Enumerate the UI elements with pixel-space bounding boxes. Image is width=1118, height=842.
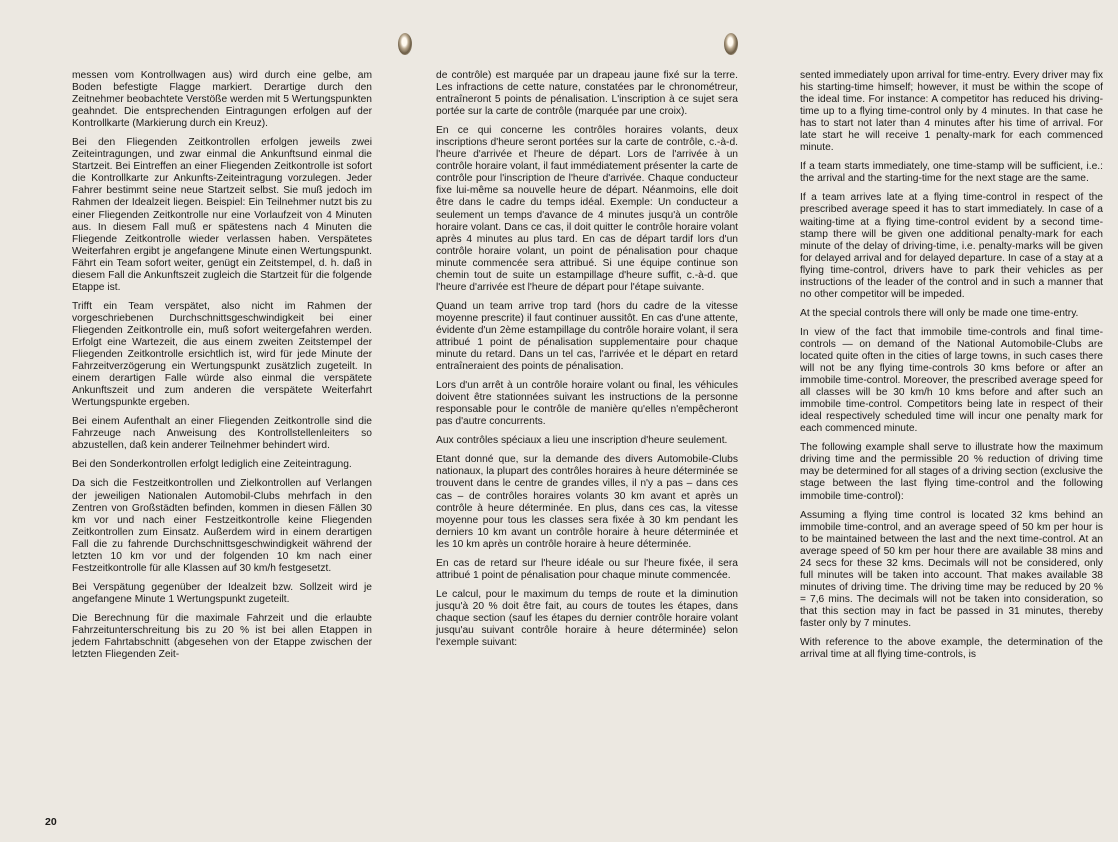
english-paragraph: The following example shall serve to illustrate how the maximum driving time and the permissible 20 % reduction of driving time may be determined for all stages of a driving section (exclusive the stage between the last flying time-control and the following immobile time-control): [800, 442, 1103, 502]
english-paragraph: sented immediately upon arrival for time-entry. Every driver may fix his starting-time himself; however, it must be within the scope of the ideal time. For instance: A competitor has reduced his driving-time up to a flying time-control only by 4 minutes. In that case he has to start not later than 4 minutes after his time of arrival. For late start he will receive 1 penalty-mark for each commenced minute. [800, 70, 1103, 154]
french-column [436, 70, 738, 656]
french-paragraph: Aux contrôles spéciaux a lieu une inscription d'heure seulement. [436, 435, 728, 447]
page-number: 20 [45, 816, 57, 828]
english-paragraph: At the special controls there will only be made one time-entry. [800, 307, 1079, 319]
english-paragraph: If a team starts immediately, one time-stamp will be sufficient, i.e.: the arrival and the starting-time for the next stage are the same. [800, 161, 1103, 185]
french-paragraph: de contrôle) est marquée par un drapeau jaune fixé sur la terre. Les infractions de cette nature, constatées par le chronométreur, entraîneront 5 points de pénalisation. L'inscription à ce sujet sera portée sur la carte de contrôle (marquée par une croix). [436, 70, 738, 118]
french-paragraph: En cas de retard sur l'heure idéale ou sur l'heure fixée, il sera attribué 1 point de pénalisation pour chaque minute commencée. [436, 557, 738, 581]
german-paragraph: Die Berechnung für die maximale Fahrzeit und die erlaubte Fahrzeitunterschreitung bis zu 20 % ist bei allen Etappen in jedem Fahrtabschnitt (abgesehen von der Etappe zwischen der letzten Fliegenden Zeit- [72, 612, 372, 661]
english-paragraph: In view of the fact that immobile time-controls and final time-controls — on demand of the National Automobile-Clubs are located quite often in the cities of large towns, in such cases there will not be any flying time-controls 30 kms before or after an immobile time-control. Moreover, the prescribed average speed for all classes will be 30 km/h 10 kms before and after such an immobile time-control. Competitors being late in respect of their ideal respectively scheduled time will incur one penalty mark for each commenced minute. [800, 326, 1103, 435]
german-paragraph: Bei den Sonderkontrollen erfolgt lediglich eine Zeiteintragung. [72, 459, 352, 471]
binder-hole-right [724, 33, 738, 55]
german-paragraph: Bei Verspätung gegenüber der Idealzeit bzw. Sollzeit wird je angefangene Minute 1 Wertungspunkt zugeteilt. [72, 581, 372, 605]
german-paragraph: Da sich die Festzeitkontrollen und Zielkontrollen auf Verlangen der jeweiligen Nationalen Automobil-Clubs mehrfach in den Zentren von Großstädten befinden, kommen in diesen Fällen 30 km vor und nach einer Festzeitkontrolle keine Fliegenden Zeitkontrollen zum Einsatz. Außerdem wird in einem derartigen Fall die zu fahrende Durchschnittsgeschwindigkeit während der letzten 10 km vor und der folgenden 10 km nach einer Festzeitkontrolle für alle Klassen auf 30 km/h festgesetzt. [72, 478, 372, 574]
french-paragraph: En ce qui concerne les contrôles horaires volants, deux inscriptions d'heure seront portées sur la carte de contrôle, c.-à-d. l'heure d'arrivée et l'heure de départ. Lors de l'arrivée à un contrôle horaire volant, il faut immédiatement présenter la carte de contrôle pour l'inscription de l'heure d'arrivée. Chaque conducteur fixe lui-même sa nouvelle heure de départ. Néanmoins, elle doit être dans le cadre du temps idéal. Exemple: Un conducteur a seulement un temps d'avance de 4 minutes jusqu'à un contrôle horaire volant. Dans ce cas, il doit quitter le contrôle horaire volant après 4 minutes au plus tard. En cas de départ tardif lors d'un contrôle horaire volant, un point de pénalisation pour chaque minute commencée sera attribué. Si une équipe continue son chemin tout de suite un estampillage d'heure suffit, c.-à-d. que l'heure d'arrivée est l'heure de départ pour l'étape suivante. [436, 125, 738, 293]
english-column [800, 70, 1103, 668]
english-paragraph: If a team arrives late at a flying time-control in respect of the prescribed average speed it has to start immediately. In case of a waiting-time at a flying time-control evident by a second time-stamp there will be given one additional penalty-mark for each minute of the delay of driving-time, i.e. penalty-marks will be given for delayed arrival and for delayed departure. In case of a stay at a flying time-control, drivers have to park their vehicles as per instructions of the leader of the control and in such a manner that no other competitor will be impeded. [800, 192, 1103, 300]
german-paragraph: Bei den Fliegenden Zeitkontrollen erfolgen jeweils zwei Zeiteintragungen, und zwar einmal die Ankunftsund einmal die Startzeit. Bei Eintreffen an einer Fliegenden Zeitkontrolle ist sofort die Kontrollkarte zur Ankunfts-Zeiteintragung vorzulegen. Jeder Fahrer bestimmt seine neue Startzeit selbst. Sie muß jedoch im Rahmen der Idealzeit liegen. Beispiel: Ein Teilnehmer nutzt bis zu einer Fliegenden Zeitkontrolle nur eine Vorlaufzeit von 4 Minuten aus. In diesem Fall muß er spätestens nach 4 Minuten die Fliegende Zeitkontrolle wieder verlassen haben. Verspätetes Weiterfahren ergibt je angefangene Minute einen Wertungspunkt. Fährt ein Team sofort weiter, genügt ein Zeitstempel, d. h. daß in diesem Fall die Ankunftszeit zugleich die Startzeit für die folgende Etappe ist. [72, 137, 372, 293]
german-paragraph: messen vom Kontrollwagen aus) wird durch eine gelbe, am Boden befestigte Flagge markiert. Derartige durch den Zeitnehmer beobachtete Verstöße werden mit 5 Wertungspunkten geahndet. Die entsprechenden Eintragungen erfolgen auf der Kontrollkarte (Markierung durch ein Kreuz). [72, 70, 372, 130]
french-paragraph: Lors d'un arrêt à un contrôle horaire volant ou final, les véhicules doivent être stationnées suivant les instructions de la personne responsable pour le contrôle de manière qu'elles n'empêcheront pas d'autre concurrents. [436, 380, 738, 428]
french-paragraph: Le calcul, pour le maximum du temps de route et la diminution jusqu'à 20 % doit être fait, au cours de toutes les étapes, dans chaque section (sauf les étapes du dernier contrôle horaire volant jusqu'au suivant contrôle horaire à heure déterminée) selon l'exemple suivant: [436, 588, 738, 649]
german-column [72, 70, 372, 668]
french-paragraph: Quand un team arrive trop tard (hors du cadre de la vitesse moyenne prescrite) il faut continuer aussitôt. En cas d'une attente, évidente d'un 2ème estampillage du contrôle horaire volant, il sera attribué 1 point de pénalisation supplementaire pour chaque minute du retard. Dans un tel cas, l'arrivée et le départ en retard entraîneraient des points de pénalisation. [436, 300, 738, 373]
german-paragraph: Trifft ein Team verspätet, also nicht im Rahmen der vorgeschriebenen Durchschnittsgeschwindigkeit bei einer Fliegenden Zeitkontrolle ein, muß sofort weitergefahren werden. Erfolgt eine Wartezeit, die aus einem zweiten Zeitstempel der Fliegenden Zeitkontrolle ersichtlich ist, wird für jede Minute der Fahrzeitverzögerung ein Wertungspunkt zusätzlich zugeteilt. In einem derartigen Falle würde also einmal die verspätete Ankunftszeit und zum anderen die verspätete Weiterfahrt Wertungspunkte ergeben. [72, 300, 372, 409]
english-paragraph: Assuming a flying time control is located 32 kms behind an immobile time-control, and an average speed of 50 km per hour is to be maintained between the last and the next time-control. At an average speed of 50 km per hour there are available 38 mins and 24 secs for these 32 kms. Decimals will not be considered, only full minutes will be taken into account. That makes available 38 minutes of driving time. The driving time may be reduced by 20 % = 7,6 mins. The decimals will not be taken into consideration, so that this section may in fact be passed in 31 minutes, thereby faster only by 7 minutes. [800, 509, 1103, 629]
french-paragraph: Etant donné que, sur la demande des divers Automobile-Clubs nationaux, la plupart des contrôles horaires à heure déterminée se trouvent dans le centre de grandes villes, il n'y a pas – dans ces cas – de contrôles horaires volants 30 km avant et après un contrôle à heure déterminée. En plus, dans ces cas, la vitesse moyenne pour tous les classes sera fixée à 30 km pendant les derniers 10 km avant un contrôle horaire à heure déterminée et les 10 km après un contrôle horaire à heure déterminée. [436, 454, 738, 550]
german-paragraph: Bei einem Aufenthalt an einer Fliegenden Zeitkontrolle sind die Fahrzeuge nach Anweisung des Kontrollstellenleiters so abzustellen, daß kein anderer Teilnehmer behindert wird. [72, 416, 372, 452]
english-paragraph: With reference to the above example, the determination of the arrival time at all flying time-controls, is [800, 637, 1103, 661]
binder-hole-left [398, 33, 412, 55]
